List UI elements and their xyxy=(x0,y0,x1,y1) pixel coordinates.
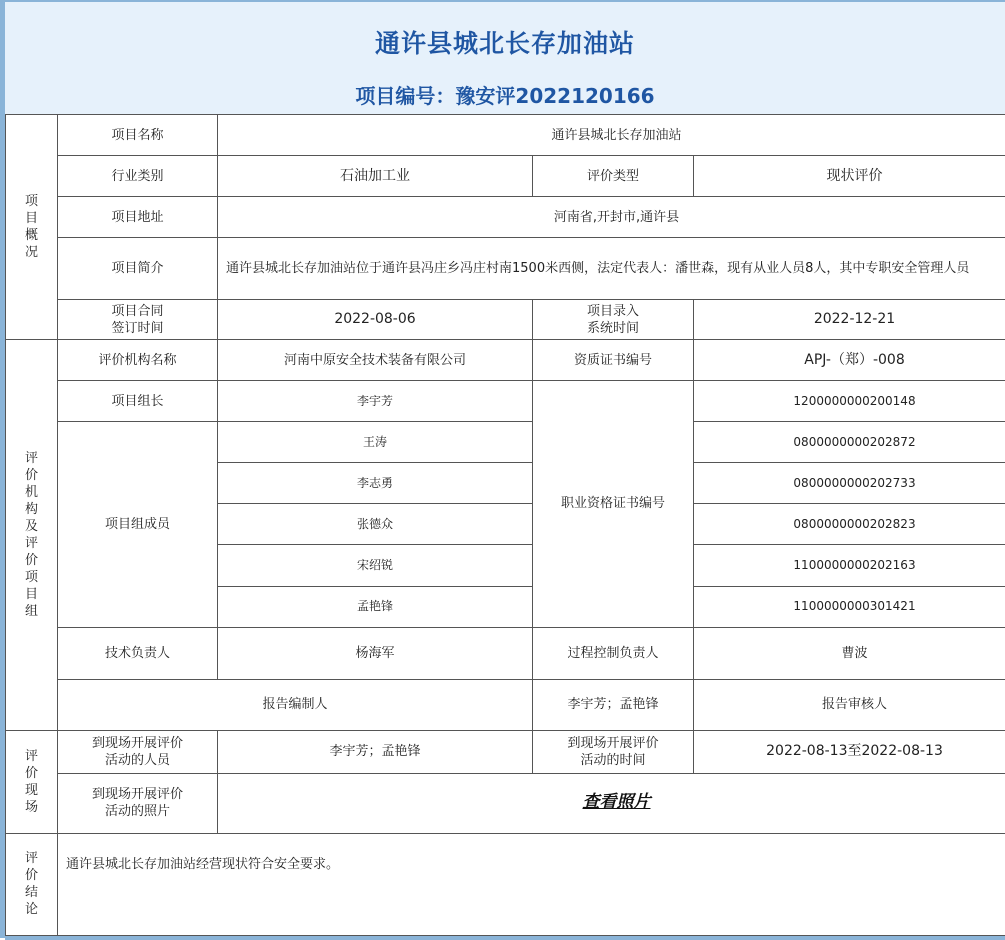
value-address: 河南省,开封市,通许县 xyxy=(218,197,1005,238)
member-cert: 1100000000202163 xyxy=(694,545,1005,586)
label-intro: 项目简介 xyxy=(58,238,218,300)
value-entry-time: 2022-12-21 xyxy=(694,300,1005,340)
table-row xyxy=(6,730,1005,773)
table-row xyxy=(6,833,1005,935)
info-table xyxy=(5,114,1005,936)
section-label-agency: 评 价 机 构 及 评 价 项 目 组 xyxy=(6,340,58,730)
table-row xyxy=(6,381,1005,422)
value-eval-type: 现状评价 xyxy=(694,156,1005,197)
section-label-conclusion: 评 价 结 论 xyxy=(6,833,58,935)
value-contract-time: 2022-08-06 xyxy=(218,300,533,340)
project-code: 项目编号：豫安评2022120166 xyxy=(5,80,1005,109)
value-cert-no: APJ-（郑）-008 xyxy=(694,340,1005,381)
value-agency-name: 河南中原安全技术装备有限公司 xyxy=(218,340,533,381)
member-cert: 0800000000202823 xyxy=(694,504,1005,545)
label-entry-time: 项目录入 系统时间 xyxy=(533,300,694,340)
label-project-name: 项目名称 xyxy=(58,115,218,156)
section-label-overview: 项 目 概 况 xyxy=(6,115,58,340)
value-industry: 石油加工业 xyxy=(218,156,533,197)
conclusion-text: 通许县城北长存加油站经营现状符合安全要求。 xyxy=(58,833,1005,935)
table-row xyxy=(6,679,1005,730)
member-name: 宋绍锐 xyxy=(218,545,533,586)
label-industry: 行业类别 xyxy=(58,156,218,197)
value-site-people: 李宇芳；孟艳锋 xyxy=(218,730,533,773)
photo-cell xyxy=(218,773,1005,833)
label-leader: 项目组长 xyxy=(58,381,218,422)
label-process-lead: 过程控制负责人 xyxy=(533,627,694,679)
value-site-time: 2022-08-13至2022-08-13 xyxy=(694,730,1005,773)
label-address: 项目地址 xyxy=(58,197,218,238)
value-tech-lead: 杨海军 xyxy=(218,627,533,679)
label-tech-lead: 技术负责人 xyxy=(58,627,218,679)
label-eval-type: 评价类型 xyxy=(533,156,694,197)
label-reviewer: 报告审核人 xyxy=(694,679,1005,730)
member-name: 李志勇 xyxy=(218,463,533,504)
value-compiler: 李宇芳；孟艳锋 xyxy=(533,679,694,730)
label-qual-cert: 职业资格证书编号 xyxy=(533,381,694,627)
label-cert-no: 资质证书编号 xyxy=(533,340,694,381)
label-site-people: 到现场开展评价 活动的人员 xyxy=(58,730,218,773)
table-row xyxy=(6,238,1005,300)
label-compiler: 报告编制人 xyxy=(58,679,533,730)
label-members: 项目组成员 xyxy=(58,422,218,627)
table-row xyxy=(6,627,1005,679)
table-row xyxy=(6,773,1005,833)
value-intro: 通许县城北长存加油站位于通许县冯庄乡冯庄村南1500米西侧，法定代表人：潘世森，现有从业人员8人，其中专职安全管理人员 xyxy=(218,238,1005,300)
member-name: 王涛 xyxy=(218,422,533,463)
value-leader: 李宇芳 xyxy=(218,381,533,422)
page-header xyxy=(5,2,1005,115)
table-row xyxy=(6,197,1005,238)
value-leader-cert: 1200000000200148 xyxy=(694,381,1005,422)
label-contract-time: 项目合同 签订时间 xyxy=(58,300,218,340)
label-site-time: 到现场开展评价 活动的时间 xyxy=(533,730,694,773)
bottom-border xyxy=(5,936,1005,940)
value-process-lead: 曹波 xyxy=(694,627,1005,679)
value-project-name: 通许县城北长存加油站 xyxy=(218,115,1005,156)
member-name: 孟艳锋 xyxy=(218,586,533,627)
member-cert: 1100000000301421 xyxy=(694,586,1005,627)
view-photos-link[interactable]: 查看照片 xyxy=(583,792,651,812)
member-cert: 0800000000202733 xyxy=(694,463,1005,504)
table-row xyxy=(6,340,1005,381)
member-cert: 0800000000202872 xyxy=(694,422,1005,463)
table-row xyxy=(6,300,1005,340)
section-label-site: 评 价 现 场 xyxy=(6,730,58,833)
table-row xyxy=(6,422,1005,463)
label-agency-name: 评价机构名称 xyxy=(58,340,218,381)
page-title: 通许县城北长存加油站 xyxy=(5,24,1005,60)
member-name: 张德众 xyxy=(218,504,533,545)
table-row xyxy=(6,156,1005,197)
table-row xyxy=(6,115,1005,156)
label-site-photo: 到现场开展评价 活动的照片 xyxy=(58,773,218,833)
